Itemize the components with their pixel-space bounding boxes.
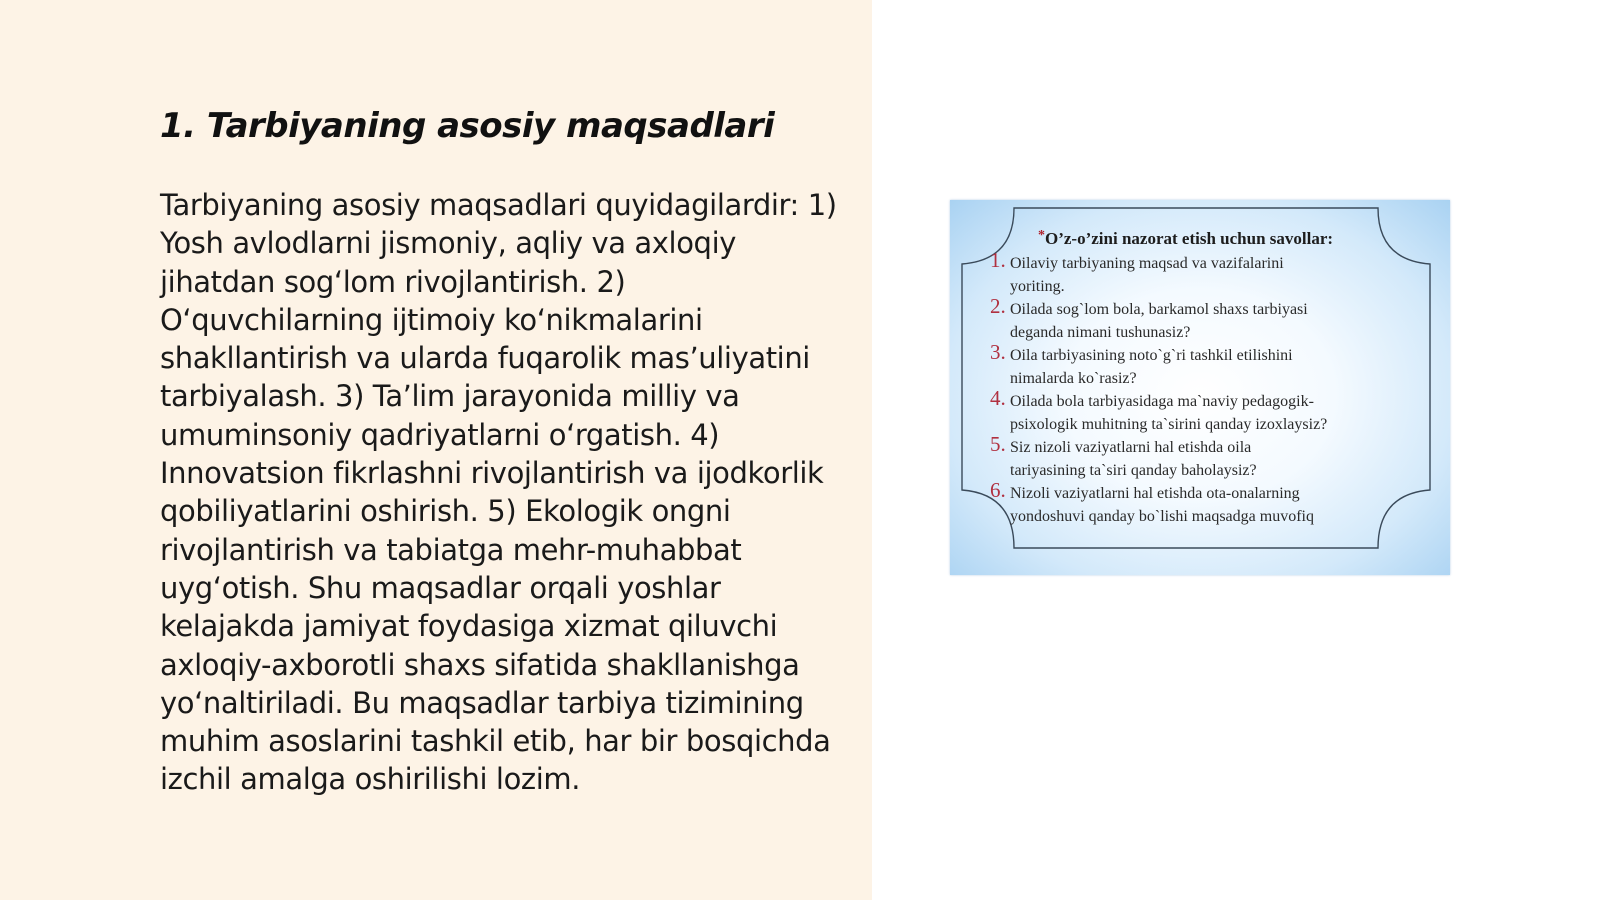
question-line: yondoshuvi qanday bo`lishi maqsadga muvofiq (1010, 508, 1314, 525)
question-item (990, 340, 1410, 390)
question-line: Nizoli vaziyatlarni hal etishda ota-onalarning (1010, 485, 1300, 502)
slide-body-text: Tarbiyaning asosiy maqsadlari quyidagilardir: 1) Yosh avlodlarni jismoniy, aqliy va axloqiy jihatdan sog‘lom rivojlantirish. 2) O‘quvchilarning ijtimoiy ko‘nikmalarini shakllantirish va ularda fuqarolik mas’uliyatini tarbiyalash. 3) Ta’lim jarayonida milliy va umuminsoniy qadriyatlarni o‘rgatish. 4) Innovatsion fikrlashni rivojlantirish va ijodkorlik qobiliyatlarini oshirish. 5) Ekologik ongni rivojlantirish va tabiatga mehr-muhabbat uyg‘otish. Shu maqsadlar orqali yoshlar kelajakda jamiyat foydasiga xizmat qiluvchi axloqiy-axborotli shaxs sifatida shakllanishga yo‘naltiriladi. Bu maqsadlar tarbiya tizimining muhim asoslarini tashkil etib, har bir bosqichda izchil amalga oshirilishi lozim. (160, 188, 837, 797)
question-line: Siz nizoli vaziyatlarni hal etishda oila (1010, 439, 1252, 456)
figure-title-text: O’z-o’zini nazorat etish uchun savollar: (1045, 229, 1334, 248)
question-line: Oilada bola tarbiyasidaga ma`naviy pedagogik- (1010, 393, 1314, 410)
question-number: 6. (990, 478, 1006, 502)
questions-figure (950, 200, 1450, 575)
question-number: 3. (990, 340, 1006, 364)
question-line: psixologik muhitning ta`sirini qanday izoxlaysiz? (1010, 416, 1328, 433)
question-line: deganda nimani tushunasiz? (1010, 324, 1191, 341)
question-number: 5. (990, 432, 1006, 456)
question-line: yoriting. (1010, 278, 1065, 295)
question-line: nimalarda ko`rasiz? (1010, 370, 1137, 387)
question-line: tariyasining ta`siri qanday baholaysiz? (1010, 462, 1257, 479)
question-line: Oilaviy tarbiyaning maqsad va vazifalarini (1010, 255, 1284, 272)
question-number: 2. (990, 294, 1006, 318)
question-number: 4. (990, 386, 1006, 410)
question-number: 1. (990, 248, 1006, 272)
question-item (990, 294, 1410, 344)
question-line: Oila tarbiyasining noto`g`ri tashkil etilishini (1010, 347, 1293, 364)
question-item (990, 478, 1410, 528)
star-mark: * (1038, 228, 1045, 243)
question-item (990, 386, 1410, 436)
question-line: Oilada sog`lom bola, barkamol shaxs tarbiyasi (1010, 301, 1308, 318)
question-item (990, 248, 1410, 298)
question-item (990, 432, 1410, 482)
figure-title (1038, 228, 1333, 249)
slide-title: 1. Tarbiyaning asosiy maqsadlari (160, 106, 775, 146)
